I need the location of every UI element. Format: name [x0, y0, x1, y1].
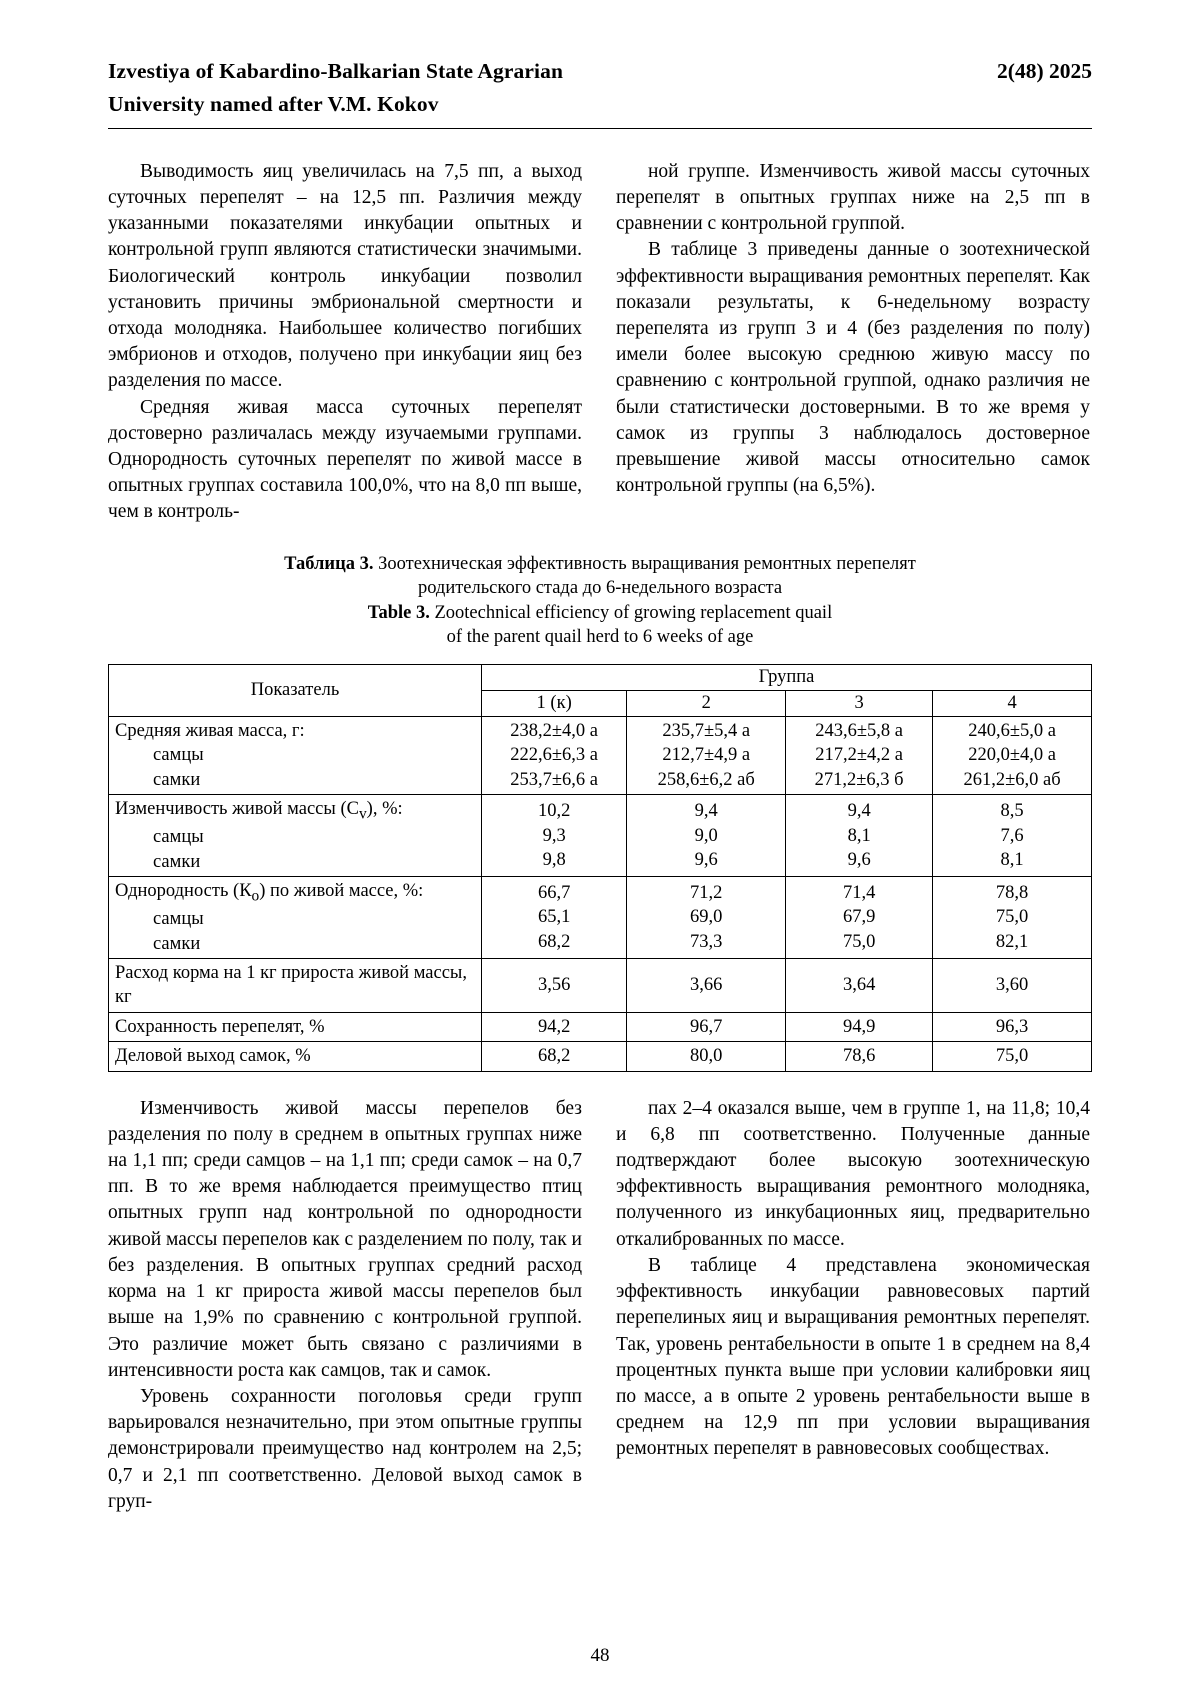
header-indicator: Показатель — [109, 665, 482, 717]
row-sublabel: самки — [153, 769, 201, 790]
top-text-columns — [108, 159, 1092, 526]
table-caption-en-line2: of the parent quail herd to 6 weeks of age — [446, 627, 754, 648]
journal-title — [108, 55, 563, 122]
header-group-4: 4 — [933, 691, 1092, 717]
table-caption-en-line1 — [108, 601, 1092, 626]
table-cell: 3,66 — [627, 958, 786, 1012]
top-right-column — [616, 159, 1090, 526]
row-label: Средняя живая масса, г: самцы самки — [109, 717, 482, 795]
bottom-text-columns — [108, 1096, 1092, 1516]
table-caption-en-text1: Zootechnical efficiency of growing replacement quail — [434, 602, 833, 623]
header-group-1: 1 (к) — [482, 691, 627, 717]
paragraph: Уровень сохранности поголовья среди групп варьировался незначительно, при этом опытные группы демонстрировали преимущество над контролем на 2,5; 0,7 и 2,1 пп соответственно. Деловой выход самок в груп- — [108, 1386, 582, 1512]
table-caption-ru-line2: родительского стада до 6-недельного возраста — [417, 578, 783, 599]
table-cell: 3,64 — [786, 958, 933, 1012]
table-cell: 9,4 8,1 9,6 — [786, 795, 933, 877]
table-cell: 78,8 75,0 82,1 — [933, 877, 1092, 959]
zootechnical-efficiency-table — [108, 664, 1092, 1072]
header-group-2: 2 — [627, 691, 786, 717]
table-cell: 238,2±4,0 а 222,6±6,3 а 253,7±6,6 а — [482, 717, 627, 795]
table-cell: 235,7±5,4 а 212,7±4,9 а 258,6±6,2 аб — [627, 717, 786, 795]
table-body — [109, 717, 1092, 1072]
row-label: Изменчивость живой массы $(C_v)$, %: самцы самки — [109, 795, 482, 877]
table-cell: 71,4 67,9 75,0 — [786, 877, 933, 959]
paragraph: В таблице 3 приведены данные о зоотехнической эффективности выращивания ремонтных перепелят. Как показали результаты, к 6-недельному возрасту перепелята из групп 3 и 4 (без разделения по полу) имели более высокую среднюю живую массу по сравнению с контрольной группой, однако различия не были статистически достоверными. В то же время у самок из группы 3 наблюдалось достоверное превышение живой массы относительно самок контрольной группы (на 6,5%). — [616, 239, 1090, 497]
table-row — [109, 795, 1092, 877]
table-cell: 240,6±5,0 а 220,0±4,0 а 261,2±6,0 аб — [933, 717, 1092, 795]
table-cell: 96,7 — [627, 1012, 786, 1041]
top-left-column — [108, 159, 582, 526]
paragraph: Изменчивость живой массы перепелов без разделения по полу в среднем в опытных группах ниже на 1,1 пп; среди самцов – на 1,1 пп; среди самок – на 0,7 пп. В то же время наблюдается преимущество птиц опытных групп над контрольной по однородности живой массы перепелов как с разделением по полу, так и без разделения. В опытных группах средний расход корма на 1 кг прироста живой массы перепелов был выше на 1,9% по сравнению с контрольной группой. Это различие может быть связано с различиями в интенсивности роста как самцов, так и самок. — [108, 1097, 582, 1381]
table-row — [109, 958, 1092, 1012]
row-sublabel: самки — [153, 851, 201, 872]
paragraph: пах 2–4 оказался выше, чем в группе 1, на 11,8; 10,4 и 6,8 пп соответственно. Полученные данные подтверждают более высокую зоотехническую эффективность выращивания ремонтного молодняка, полученного из инкубационных яиц, предварительно откалиброванных по массе. — [616, 1097, 1090, 1250]
table-cell: 71,2 69,0 73,3 — [627, 877, 786, 959]
table-cell: 94,9 — [786, 1012, 933, 1041]
journal-title-line2: University named after V.M. Kokov — [108, 92, 439, 117]
table-cell: 3,56 — [482, 958, 627, 1012]
table-cell: 8,5 7,6 8,1 — [933, 795, 1092, 877]
table-caption-en-label: Table 3. — [367, 602, 430, 623]
table-caption-ru-label: Таблица 3. — [284, 553, 374, 574]
paragraph: Выводимость яиц увеличилась на 7,5 пп, а выход суточных перепелят – на 12,5 пп. Различия между указанными показателями инкубации опытных и контрольной групп являются статистически значимыми. Биологический контроль инкубации позволил установить причины эмбриональной смертности и отхода молодняка. Наибольшее количество погибших эмбрионов и отходов, получено при инкубации яиц без разделения по массе. — [108, 160, 582, 392]
row-label: Деловой выход самок, % — [109, 1042, 482, 1071]
paragraph: В таблице 4 представлена экономическая эффективность инкубации равновесовых партий перепелиных яиц и выращивания ремонтных перепелят. Так, уровень рентабельности в опыте 1 в среднем на 8,4 процентных пункта выше при условии калибровки яиц по массе, а в опыте 2 уровень рентабельности выше в среднем на 12,9 пп при условии выращивания ремонтных перепелят в равновесовых сообществах. — [616, 1254, 1090, 1460]
table-cell: 80,0 — [627, 1042, 786, 1071]
issue-number: 2(48) 2025 — [997, 59, 1092, 83]
table-caption-ru-line1 — [108, 552, 1092, 577]
paragraph: Средняя живая масса суточных перепелят достоверно различалась между изучаемыми группами. Однородность суточных перепелят по живой массе в опытных группах составила 100,0%, что на 8,0 пп выше, чем в контроль- — [108, 396, 582, 523]
table-cell: 3,60 — [933, 958, 1092, 1012]
row-sublabel: самки — [153, 933, 201, 954]
table-header-row — [109, 665, 1092, 691]
table-cell: 75,0 — [933, 1042, 1092, 1071]
paragraph: ной группе. Изменчивость живой массы суточных перепелят в опытных группах ниже на 2,5 пп в сравнении с контрольной группой. — [616, 160, 1090, 235]
header-group-3: 3 — [786, 691, 933, 717]
table-cell: 9,4 9,0 9,6 — [627, 795, 786, 877]
bottom-right-column — [616, 1096, 1090, 1516]
bottom-left-column — [108, 1096, 582, 1516]
table-cell: 10,2 9,3 9,8 — [482, 795, 627, 877]
table-row — [109, 717, 1092, 795]
table-cell: 78,6 — [786, 1042, 933, 1071]
row-label: Расход корма на 1 кг прироста живой массы, кг — [109, 958, 482, 1012]
row-sublabel: самцы — [153, 827, 204, 848]
table-row — [109, 1042, 1092, 1071]
row-label: Сохранность перепелят, % — [109, 1012, 482, 1041]
journal-title-line1: Izvestiya of Kabardino-Balkarian State Agrarian — [108, 59, 564, 83]
table-caption — [108, 552, 1092, 650]
table-cell: 94,2 — [482, 1012, 627, 1041]
table-cell: 66,7 65,1 68,2 — [482, 877, 627, 959]
page-number: 48 — [590, 1645, 610, 1666]
table-row — [109, 1012, 1092, 1041]
table-cell: 243,6±5,8 а 217,2±4,2 а 271,2±6,3 б — [786, 717, 933, 795]
row-sublabel: самцы — [153, 745, 204, 766]
row-sublabel: самцы — [153, 909, 204, 930]
row-label: Однородность $(К_о)$ по живой массе, %: самцы самки — [109, 877, 482, 959]
table-row — [109, 877, 1092, 959]
page-header — [108, 55, 1092, 129]
table-cell: 96,3 — [933, 1012, 1092, 1041]
table-cell: 68,2 — [482, 1042, 627, 1071]
header-group: Группа — [482, 665, 1092, 691]
table-caption-ru-text1: Зоотехническая эффективность выращивания ремонтных перепелят — [378, 553, 916, 574]
